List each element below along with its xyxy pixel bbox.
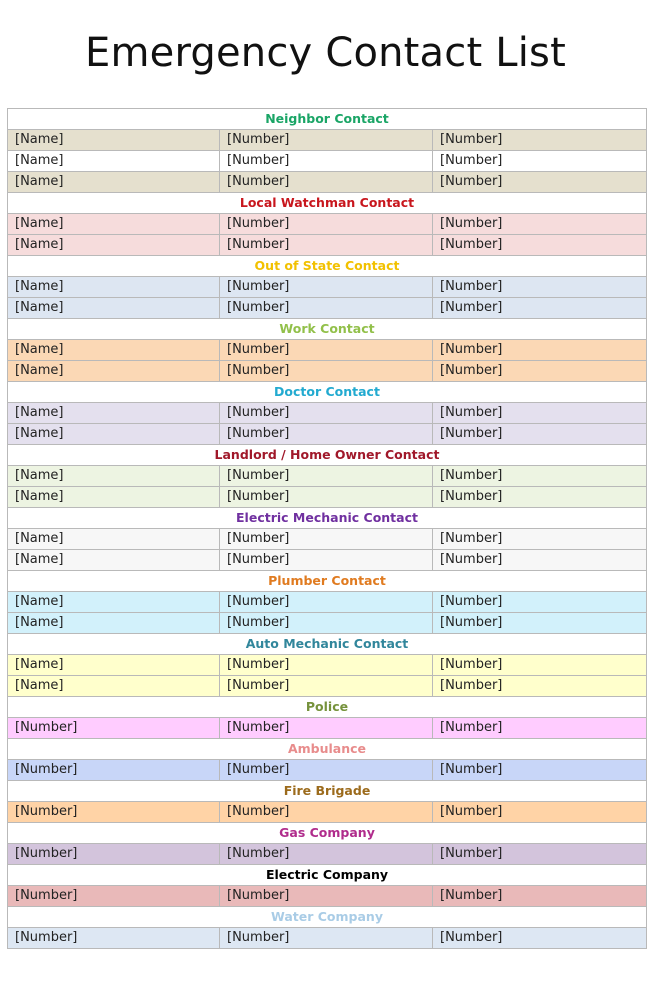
number-cell[interactable]: [Number] [440, 762, 503, 777]
number-cell[interactable]: [Number] [220, 529, 433, 549]
number-cell[interactable]: [Number] [440, 237, 503, 252]
section-header: Electric Company [8, 865, 646, 886]
number-cell[interactable]: [Number] [220, 235, 433, 255]
number-cell[interactable]: [Number] [440, 216, 503, 231]
number-cell[interactable]: [Number] [220, 172, 433, 192]
number-cell[interactable]: [Number] [440, 615, 503, 630]
name-cell[interactable]: [Name] [8, 235, 220, 255]
section-header: Landlord / Home Owner Contact [8, 445, 646, 466]
table-row [8, 592, 646, 613]
name-cell[interactable]: [Name] [8, 340, 220, 360]
number-cell[interactable]: [Number] [440, 405, 503, 420]
number-cell[interactable]: [Number] [220, 802, 433, 822]
number-cell[interactable]: [Number] [440, 342, 503, 357]
number-cell[interactable]: [Number] [220, 928, 433, 948]
number-cell[interactable]: [Number] [440, 657, 503, 672]
table-row [8, 487, 646, 508]
number-cell[interactable]: [Number] [440, 678, 503, 693]
table-row [8, 529, 646, 550]
number-cell[interactable]: [Number] [220, 676, 433, 696]
number-cell[interactable]: [Number] [8, 844, 220, 864]
table-row [8, 676, 646, 697]
number-cell[interactable]: [Number] [220, 613, 433, 633]
table-row [8, 928, 646, 949]
table-row [8, 172, 646, 193]
number-cell[interactable]: [Number] [440, 153, 503, 168]
number-cell[interactable]: [Number] [220, 844, 433, 864]
name-cell[interactable]: [Name] [8, 424, 220, 444]
number-cell[interactable]: [Number] [440, 300, 503, 315]
name-cell[interactable]: [Name] [8, 466, 220, 486]
table-row [8, 298, 646, 319]
page-title: Emergency Contact List [85, 30, 566, 76]
table-row [8, 361, 646, 382]
number-cell[interactable]: [Number] [220, 214, 433, 234]
contact-table [7, 108, 647, 949]
number-cell[interactable]: [Number] [440, 279, 503, 294]
number-cell[interactable]: [Number] [440, 552, 503, 567]
number-cell[interactable]: [Number] [440, 132, 503, 147]
name-cell[interactable]: [Name] [8, 676, 220, 696]
number-cell[interactable]: [Number] [440, 846, 503, 861]
section-header: Doctor Contact [8, 382, 646, 403]
section-header: Work Contact [8, 319, 646, 340]
number-cell[interactable]: [Number] [220, 886, 433, 906]
table-row [8, 277, 646, 298]
name-cell[interactable]: [Name] [8, 403, 220, 423]
section-header: Gas Company [8, 823, 646, 844]
number-cell[interactable]: [Number] [440, 804, 503, 819]
number-cell[interactable]: [Number] [220, 655, 433, 675]
section-header: Out of State Contact [8, 256, 646, 277]
number-cell[interactable]: [Number] [220, 466, 433, 486]
section-header: Electric Mechanic Contact [8, 508, 646, 529]
number-cell[interactable]: [Number] [8, 802, 220, 822]
number-cell[interactable]: [Number] [220, 550, 433, 570]
table-row [8, 214, 646, 235]
number-cell[interactable]: [Number] [220, 361, 433, 381]
table-row [8, 760, 646, 781]
number-cell[interactable]: [Number] [220, 487, 433, 507]
number-cell[interactable]: [Number] [220, 340, 433, 360]
name-cell[interactable]: [Name] [8, 529, 220, 549]
name-cell[interactable]: [Name] [8, 277, 220, 297]
section-header: Police [8, 697, 646, 718]
number-cell[interactable]: [Number] [8, 718, 220, 738]
table-row [8, 403, 646, 424]
number-cell[interactable]: [Number] [220, 760, 433, 780]
number-cell[interactable]: [Number] [440, 489, 503, 504]
name-cell[interactable]: [Name] [8, 130, 220, 150]
number-cell[interactable]: [Number] [440, 363, 503, 378]
number-cell[interactable]: [Number] [440, 888, 503, 903]
table-row [8, 235, 646, 256]
name-cell[interactable]: [Name] [8, 151, 220, 171]
number-cell[interactable]: [Number] [220, 277, 433, 297]
section-header: Ambulance [8, 739, 646, 760]
number-cell[interactable]: [Number] [220, 151, 433, 171]
name-cell[interactable]: [Name] [8, 298, 220, 318]
number-cell[interactable]: [Number] [220, 592, 433, 612]
number-cell[interactable]: [Number] [220, 403, 433, 423]
number-cell[interactable]: [Number] [8, 886, 220, 906]
section-header: Plumber Contact [8, 571, 646, 592]
number-cell[interactable]: [Number] [440, 174, 503, 189]
table-row [8, 844, 646, 865]
name-cell[interactable]: [Name] [8, 172, 220, 192]
name-cell[interactable]: [Name] [8, 361, 220, 381]
table-row [8, 886, 646, 907]
table-row [8, 550, 646, 571]
section-header: Fire Brigade [8, 781, 646, 802]
name-cell[interactable]: [Name] [8, 613, 220, 633]
table-row [8, 340, 646, 361]
table-row [8, 613, 646, 634]
table-row [8, 151, 646, 172]
table-row [8, 802, 646, 823]
name-cell[interactable]: [Name] [8, 550, 220, 570]
table-row [8, 718, 646, 739]
number-cell[interactable]: [Number] [440, 468, 503, 483]
section-header: Local Watchman Contact [8, 193, 646, 214]
number-cell[interactable]: [Number] [8, 760, 220, 780]
number-cell[interactable]: [Number] [220, 130, 433, 150]
number-cell[interactable]: [Number] [440, 720, 503, 735]
number-cell[interactable]: [Number] [440, 594, 503, 609]
number-cell[interactable]: [Number] [440, 930, 503, 945]
number-cell[interactable]: [Number] [440, 531, 503, 546]
number-cell[interactable]: [Number] [440, 426, 503, 441]
table-row [8, 424, 646, 445]
number-cell[interactable]: [Number] [220, 424, 433, 444]
table-row [8, 130, 646, 151]
name-cell[interactable]: [Name] [8, 487, 220, 507]
table-row [8, 466, 646, 487]
number-cell[interactable]: [Number] [220, 298, 433, 318]
name-cell[interactable]: [Name] [8, 214, 220, 234]
section-header: Neighbor Contact [8, 109, 646, 130]
table-row [8, 655, 646, 676]
name-cell[interactable]: [Name] [8, 655, 220, 675]
number-cell[interactable]: [Number] [220, 718, 433, 738]
name-cell[interactable]: [Name] [8, 592, 220, 612]
number-cell[interactable]: [Number] [8, 928, 220, 948]
section-header: Auto Mechanic Contact [8, 634, 646, 655]
section-header: Water Company [8, 907, 646, 928]
